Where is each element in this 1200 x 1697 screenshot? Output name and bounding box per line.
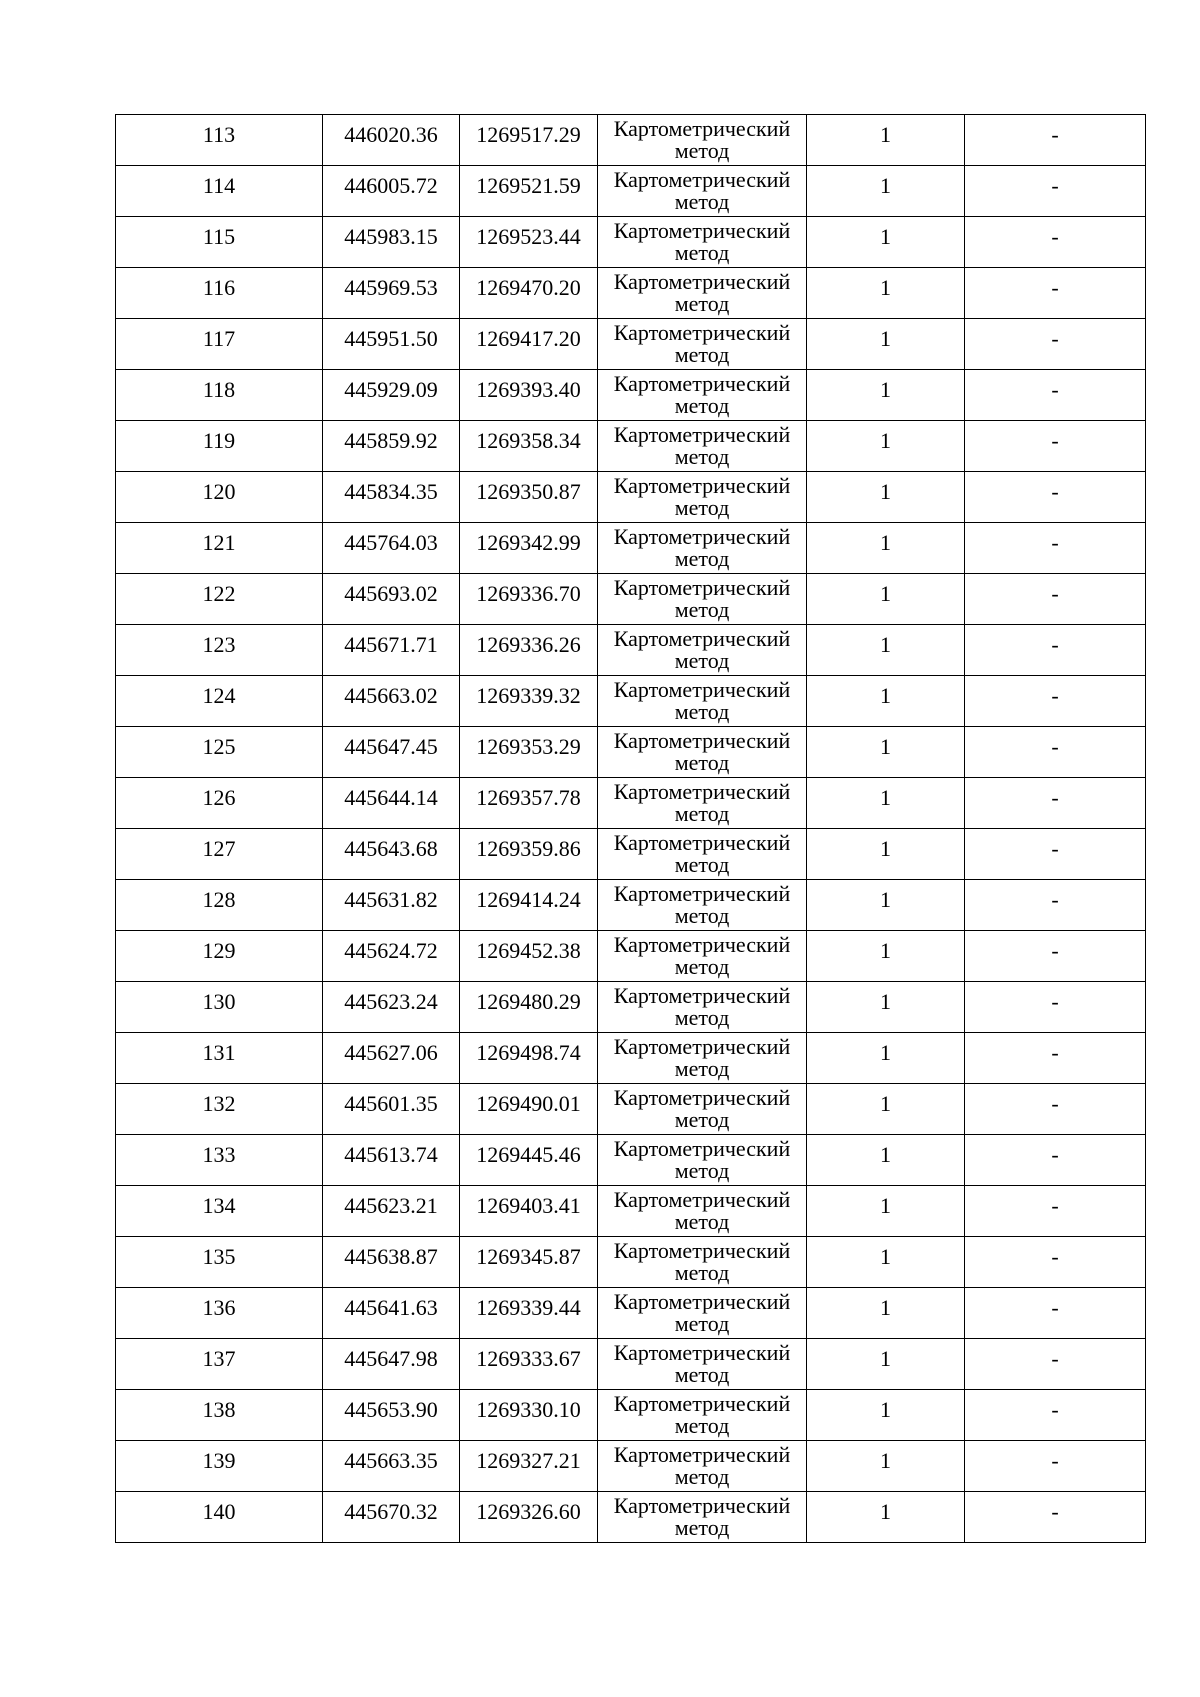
y-coordinate-cell: 1269517.29 <box>460 115 598 166</box>
y-coordinate-cell: 1269403.41 <box>460 1186 598 1237</box>
point-number-cell: 140 <box>116 1492 323 1543</box>
x-coordinate-cell: 445624.72 <box>323 931 460 982</box>
accuracy-cell: 1 <box>807 523 965 574</box>
x-coordinate-cell: 445951.50 <box>323 319 460 370</box>
description-cell: - <box>965 727 1146 778</box>
x-coordinate-cell: 445623.24 <box>323 982 460 1033</box>
accuracy-cell: 1 <box>807 829 965 880</box>
accuracy-cell: 1 <box>807 1288 965 1339</box>
description-cell: - <box>965 1492 1146 1543</box>
point-number-cell: 133 <box>116 1135 323 1186</box>
method-text: Картометрический метод <box>613 881 791 928</box>
x-coordinate-cell: 445663.02 <box>323 676 460 727</box>
description-cell: - <box>965 115 1146 166</box>
method-text: Картометрический метод <box>613 1238 791 1285</box>
y-coordinate-cell: 1269358.34 <box>460 421 598 472</box>
point-number-cell: 135 <box>116 1237 323 1288</box>
accuracy-cell: 1 <box>807 217 965 268</box>
point-number-cell: 123 <box>116 625 323 676</box>
method-text: Картометрический метод <box>613 320 791 367</box>
table-row <box>116 523 1146 574</box>
accuracy-cell: 1 <box>807 982 965 1033</box>
method-cell <box>598 931 807 982</box>
description-cell: - <box>965 217 1146 268</box>
method-text: Картометрический метод <box>613 677 791 724</box>
method-text: Картометрический метод <box>613 626 791 673</box>
point-number-cell: 138 <box>116 1390 323 1441</box>
table-row <box>116 1186 1146 1237</box>
description-cell: - <box>965 1390 1146 1441</box>
method-cell <box>598 268 807 319</box>
table-row <box>116 574 1146 625</box>
method-cell <box>598 472 807 523</box>
y-coordinate-cell: 1269342.99 <box>460 523 598 574</box>
x-coordinate-cell: 446020.36 <box>323 115 460 166</box>
table-row <box>116 319 1146 370</box>
method-cell <box>598 1033 807 1084</box>
y-coordinate-cell: 1269359.86 <box>460 829 598 880</box>
method-text: Картометрический метод <box>613 1034 791 1081</box>
description-cell: - <box>965 1441 1146 1492</box>
accuracy-cell: 1 <box>807 727 965 778</box>
method-cell <box>598 370 807 421</box>
description-cell: - <box>965 778 1146 829</box>
method-cell <box>598 1390 807 1441</box>
accuracy-cell: 1 <box>807 625 965 676</box>
accuracy-cell: 1 <box>807 1084 965 1135</box>
accuracy-cell: 1 <box>807 1237 965 1288</box>
method-text: Картометрический метод <box>613 575 791 622</box>
table-row <box>116 676 1146 727</box>
method-text: Картометрический метод <box>613 1085 791 1132</box>
accuracy-cell: 1 <box>807 115 965 166</box>
accuracy-cell: 1 <box>807 1186 965 1237</box>
description-cell: - <box>965 1135 1146 1186</box>
method-text: Картометрический метод <box>613 269 791 316</box>
description-cell: - <box>965 1186 1146 1237</box>
description-cell: - <box>965 1288 1146 1339</box>
description-cell: - <box>965 931 1146 982</box>
description-cell: - <box>965 1237 1146 1288</box>
method-cell <box>598 1084 807 1135</box>
method-text: Картометрический метод <box>613 1442 791 1489</box>
method-cell <box>598 1492 807 1543</box>
x-coordinate-cell: 445663.35 <box>323 1441 460 1492</box>
y-coordinate-cell: 1269339.32 <box>460 676 598 727</box>
method-cell <box>598 1186 807 1237</box>
x-coordinate-cell: 445929.09 <box>323 370 460 421</box>
point-number-cell: 125 <box>116 727 323 778</box>
point-number-cell: 120 <box>116 472 323 523</box>
table-row <box>116 1084 1146 1135</box>
y-coordinate-cell: 1269480.29 <box>460 982 598 1033</box>
description-cell: - <box>965 982 1146 1033</box>
accuracy-cell: 1 <box>807 421 965 472</box>
method-text: Картометрический метод <box>613 371 791 418</box>
table-row <box>116 1390 1146 1441</box>
point-number-cell: 122 <box>116 574 323 625</box>
x-coordinate-cell: 445670.32 <box>323 1492 460 1543</box>
table-row <box>116 982 1146 1033</box>
accuracy-cell: 1 <box>807 1339 965 1390</box>
x-coordinate-cell: 445643.68 <box>323 829 460 880</box>
description-cell: - <box>965 829 1146 880</box>
method-cell <box>598 829 807 880</box>
y-coordinate-cell: 1269333.67 <box>460 1339 598 1390</box>
method-text: Картометрический метод <box>613 1289 791 1336</box>
method-cell <box>598 421 807 472</box>
accuracy-cell: 1 <box>807 472 965 523</box>
x-coordinate-cell: 445638.87 <box>323 1237 460 1288</box>
point-number-cell: 116 <box>116 268 323 319</box>
point-number-cell: 121 <box>116 523 323 574</box>
accuracy-cell: 1 <box>807 931 965 982</box>
point-number-cell: 129 <box>116 931 323 982</box>
y-coordinate-cell: 1269523.44 <box>460 217 598 268</box>
table-row <box>116 115 1146 166</box>
accuracy-cell: 1 <box>807 1135 965 1186</box>
method-text: Картометрический метод <box>613 932 791 979</box>
y-coordinate-cell: 1269336.26 <box>460 625 598 676</box>
point-number-cell: 136 <box>116 1288 323 1339</box>
description-cell: - <box>965 268 1146 319</box>
x-coordinate-cell: 445644.14 <box>323 778 460 829</box>
x-coordinate-cell: 445764.03 <box>323 523 460 574</box>
point-number-cell: 115 <box>116 217 323 268</box>
y-coordinate-cell: 1269326.60 <box>460 1492 598 1543</box>
table-row <box>116 1339 1146 1390</box>
method-cell <box>598 1339 807 1390</box>
accuracy-cell: 1 <box>807 574 965 625</box>
method-text: Картометрический метод <box>613 1340 791 1387</box>
x-coordinate-cell: 445631.82 <box>323 880 460 931</box>
table-row <box>116 1441 1146 1492</box>
method-cell <box>598 727 807 778</box>
description-cell: - <box>965 574 1146 625</box>
description-cell: - <box>965 523 1146 574</box>
accuracy-cell: 1 <box>807 1390 965 1441</box>
method-text: Картометрический метод <box>613 779 791 826</box>
method-text: Картометрический метод <box>613 218 791 265</box>
y-coordinate-cell: 1269336.70 <box>460 574 598 625</box>
accuracy-cell: 1 <box>807 1033 965 1084</box>
description-cell: - <box>965 1339 1146 1390</box>
coordinates-table <box>115 114 1146 1543</box>
y-coordinate-cell: 1269357.78 <box>460 778 598 829</box>
point-number-cell: 128 <box>116 880 323 931</box>
description-cell: - <box>965 1084 1146 1135</box>
method-text: Картометрический метод <box>613 830 791 877</box>
point-number-cell: 118 <box>116 370 323 421</box>
y-coordinate-cell: 1269353.29 <box>460 727 598 778</box>
method-cell <box>598 115 807 166</box>
point-number-cell: 126 <box>116 778 323 829</box>
description-cell: - <box>965 1033 1146 1084</box>
table-row <box>116 166 1146 217</box>
table-row <box>116 829 1146 880</box>
point-number-cell: 127 <box>116 829 323 880</box>
method-cell <box>598 166 807 217</box>
table-row <box>116 727 1146 778</box>
coordinates-table-body <box>116 115 1146 1543</box>
method-cell <box>598 574 807 625</box>
x-coordinate-cell: 445647.98 <box>323 1339 460 1390</box>
table-row <box>116 625 1146 676</box>
method-text: Картометрический метод <box>613 422 791 469</box>
x-coordinate-cell: 445627.06 <box>323 1033 460 1084</box>
point-number-cell: 119 <box>116 421 323 472</box>
y-coordinate-cell: 1269339.44 <box>460 1288 598 1339</box>
method-cell <box>598 625 807 676</box>
description-cell: - <box>965 421 1146 472</box>
method-text: Картометрический метод <box>613 167 791 214</box>
y-coordinate-cell: 1269345.87 <box>460 1237 598 1288</box>
method-text: Картометрический метод <box>613 1136 791 1183</box>
x-coordinate-cell: 445641.63 <box>323 1288 460 1339</box>
method-cell <box>598 217 807 268</box>
method-text: Картометрический метод <box>613 1391 791 1438</box>
x-coordinate-cell: 445693.02 <box>323 574 460 625</box>
x-coordinate-cell: 445623.21 <box>323 1186 460 1237</box>
point-number-cell: 132 <box>116 1084 323 1135</box>
x-coordinate-cell: 445671.71 <box>323 625 460 676</box>
accuracy-cell: 1 <box>807 370 965 421</box>
x-coordinate-cell: 446005.72 <box>323 166 460 217</box>
table-row <box>116 421 1146 472</box>
y-coordinate-cell: 1269414.24 <box>460 880 598 931</box>
method-cell <box>598 1237 807 1288</box>
table-row <box>116 370 1146 421</box>
table-row <box>116 217 1146 268</box>
method-cell <box>598 1441 807 1492</box>
method-text: Картометрический метод <box>613 524 791 571</box>
accuracy-cell: 1 <box>807 1492 965 1543</box>
x-coordinate-cell: 445983.15 <box>323 217 460 268</box>
method-text: Картометрический метод <box>613 116 791 163</box>
method-cell <box>598 778 807 829</box>
method-cell <box>598 676 807 727</box>
method-cell <box>598 1288 807 1339</box>
x-coordinate-cell: 445613.74 <box>323 1135 460 1186</box>
point-number-cell: 117 <box>116 319 323 370</box>
y-coordinate-cell: 1269330.10 <box>460 1390 598 1441</box>
description-cell: - <box>965 370 1146 421</box>
y-coordinate-cell: 1269470.20 <box>460 268 598 319</box>
accuracy-cell: 1 <box>807 880 965 931</box>
accuracy-cell: 1 <box>807 268 965 319</box>
table-row <box>116 1288 1146 1339</box>
y-coordinate-cell: 1269521.59 <box>460 166 598 217</box>
description-cell: - <box>965 676 1146 727</box>
method-cell <box>598 1135 807 1186</box>
y-coordinate-cell: 1269490.01 <box>460 1084 598 1135</box>
y-coordinate-cell: 1269452.38 <box>460 931 598 982</box>
y-coordinate-cell: 1269393.40 <box>460 370 598 421</box>
point-number-cell: 139 <box>116 1441 323 1492</box>
table-row <box>116 1033 1146 1084</box>
point-number-cell: 114 <box>116 166 323 217</box>
table-row <box>116 1237 1146 1288</box>
description-cell: - <box>965 319 1146 370</box>
method-text: Картометрический метод <box>613 1493 791 1540</box>
point-number-cell: 130 <box>116 982 323 1033</box>
accuracy-cell: 1 <box>807 166 965 217</box>
accuracy-cell: 1 <box>807 676 965 727</box>
x-coordinate-cell: 445601.35 <box>323 1084 460 1135</box>
point-number-cell: 131 <box>116 1033 323 1084</box>
table-row <box>116 880 1146 931</box>
accuracy-cell: 1 <box>807 319 965 370</box>
accuracy-cell: 1 <box>807 1441 965 1492</box>
table-row <box>116 472 1146 523</box>
x-coordinate-cell: 445859.92 <box>323 421 460 472</box>
y-coordinate-cell: 1269498.74 <box>460 1033 598 1084</box>
point-number-cell: 134 <box>116 1186 323 1237</box>
description-cell: - <box>965 166 1146 217</box>
table-row <box>116 1135 1146 1186</box>
y-coordinate-cell: 1269327.21 <box>460 1441 598 1492</box>
method-cell <box>598 880 807 931</box>
y-coordinate-cell: 1269350.87 <box>460 472 598 523</box>
description-cell: - <box>965 625 1146 676</box>
method-text: Картометрический метод <box>613 473 791 520</box>
table-row <box>116 1492 1146 1543</box>
y-coordinate-cell: 1269445.46 <box>460 1135 598 1186</box>
x-coordinate-cell: 445834.35 <box>323 472 460 523</box>
method-cell <box>598 523 807 574</box>
table-row <box>116 268 1146 319</box>
method-text: Картометрический метод <box>613 983 791 1030</box>
point-number-cell: 124 <box>116 676 323 727</box>
method-text: Картометрический метод <box>613 728 791 775</box>
point-number-cell: 137 <box>116 1339 323 1390</box>
y-coordinate-cell: 1269417.20 <box>460 319 598 370</box>
table-row <box>116 931 1146 982</box>
table-row <box>116 778 1146 829</box>
method-cell <box>598 319 807 370</box>
x-coordinate-cell: 445653.90 <box>323 1390 460 1441</box>
x-coordinate-cell: 445969.53 <box>323 268 460 319</box>
method-cell <box>598 982 807 1033</box>
accuracy-cell: 1 <box>807 778 965 829</box>
x-coordinate-cell: 445647.45 <box>323 727 460 778</box>
description-cell: - <box>965 880 1146 931</box>
method-text: Картометрический метод <box>613 1187 791 1234</box>
point-number-cell: 113 <box>116 115 323 166</box>
description-cell: - <box>965 472 1146 523</box>
